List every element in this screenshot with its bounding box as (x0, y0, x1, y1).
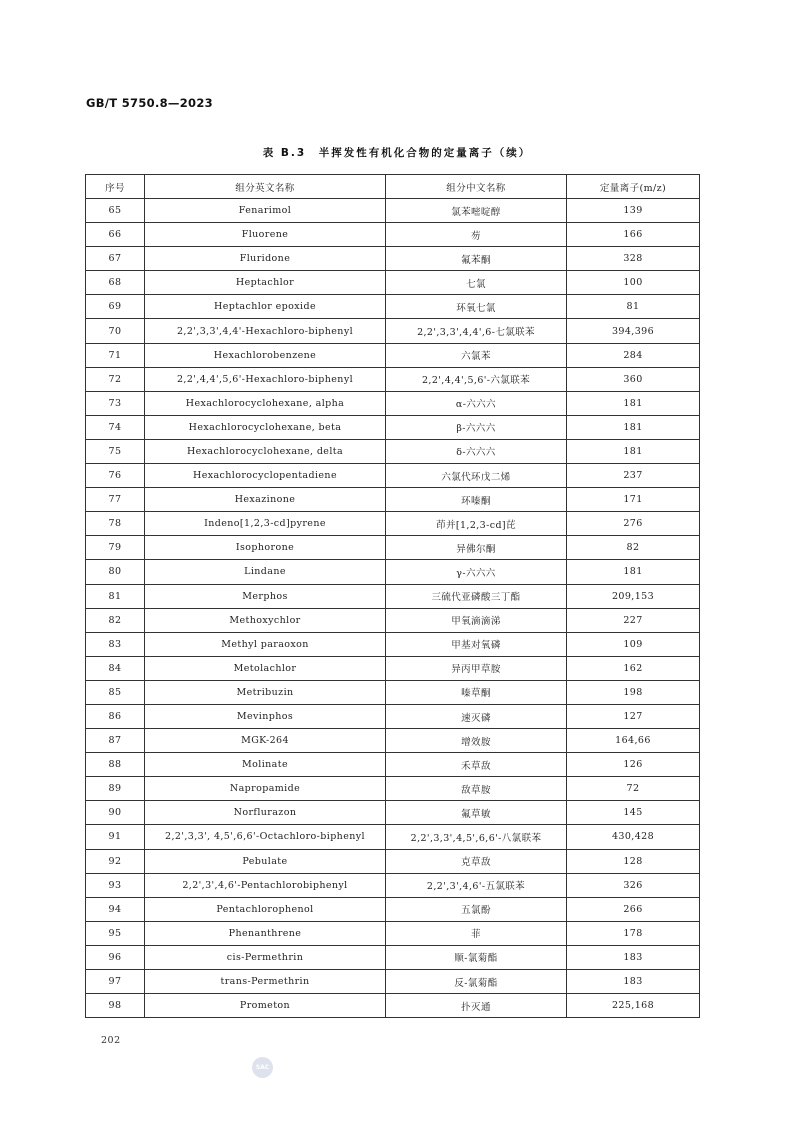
chinese-name-cell: 六氯苯 (386, 343, 567, 367)
chinese-name-cell: 2,2',3,3',4,4',6-七氯联苯 (386, 319, 567, 343)
chinese-name-cell: 速灭磷 (386, 704, 567, 728)
chinese-name-cell: δ-六六六 (386, 439, 567, 463)
row-number-cell: 92 (86, 849, 145, 873)
quant-ion-cell: 128 (567, 849, 700, 873)
table-row (86, 391, 700, 415)
quant-ion-cell: 183 (567, 970, 700, 994)
row-number-cell: 70 (86, 319, 145, 343)
english-name-cell: Hexachlorocyclohexane, beta (145, 415, 386, 439)
english-name-cell: MGK-264 (145, 729, 386, 753)
table-row (86, 464, 700, 488)
row-number-cell: 86 (86, 704, 145, 728)
table-title: 表 B.3 半挥发性有机化合物的定量离子（续） (262, 147, 532, 159)
quant-ion-cell: 326 (567, 873, 700, 897)
table-row (86, 199, 700, 223)
chinese-name-cell: 七氯 (386, 271, 567, 295)
chinese-name-cell: 环嗪酮 (386, 488, 567, 512)
quant-ion-cell: 183 (567, 945, 700, 969)
quant-ion-cell: 181 (567, 415, 700, 439)
table-row (86, 295, 700, 319)
row-number-cell: 77 (86, 488, 145, 512)
english-name-cell: 2,2',3',4,6'-Pentachlorobiphenyl (145, 873, 386, 897)
table-row (86, 319, 700, 343)
quant-ion-cell: 198 (567, 680, 700, 704)
quant-ion-cell: 276 (567, 512, 700, 536)
quant-ion-cell: 181 (567, 439, 700, 463)
row-number-cell: 81 (86, 584, 145, 608)
row-number-cell: 72 (86, 367, 145, 391)
english-name-cell: Prometon (145, 994, 386, 1018)
table-row (86, 945, 700, 969)
english-name-cell: Hexachlorobenzene (145, 343, 386, 367)
quant-ion-cell: 181 (567, 560, 700, 584)
row-number-cell: 75 (86, 439, 145, 463)
chinese-name-cell: 环氧七氯 (386, 295, 567, 319)
table-row (86, 343, 700, 367)
standard-code: GB/T 5750.8—2023 (86, 96, 213, 110)
english-name-cell: 2,2',3,3', 4,5',6,6'-Octachloro-biphenyl (145, 825, 386, 849)
row-number-cell: 97 (86, 970, 145, 994)
english-name-cell: Merphos (145, 584, 386, 608)
column-header: 序号 (86, 175, 145, 199)
column-header: 组分中文名称 (386, 175, 567, 199)
row-number-cell: 98 (86, 994, 145, 1018)
english-name-cell: 2,2',3,3',4,4'-Hexachloro-biphenyl (145, 319, 386, 343)
chinese-name-cell: 敌草胺 (386, 777, 567, 801)
chinese-name-cell: 2,2',4,4',5,6'-六氯联苯 (386, 367, 567, 391)
table-header-row (86, 175, 700, 199)
english-name-cell: trans-Permethrin (145, 970, 386, 994)
chinese-name-cell: β-六六六 (386, 415, 567, 439)
english-name-cell: Phenanthrene (145, 921, 386, 945)
row-number-cell: 68 (86, 271, 145, 295)
quant-ion-cell: 162 (567, 656, 700, 680)
quant-ion-cell: 394,396 (567, 319, 700, 343)
row-number-cell: 94 (86, 897, 145, 921)
quant-ion-cell: 145 (567, 801, 700, 825)
table-row (86, 560, 700, 584)
quant-ion-cell: 100 (567, 271, 700, 295)
quant-ion-cell: 109 (567, 632, 700, 656)
row-number-cell: 93 (86, 873, 145, 897)
row-number-cell: 66 (86, 223, 145, 247)
chinese-name-cell: 氯苯嘧啶醇 (386, 199, 567, 223)
english-name-cell: Isophorone (145, 536, 386, 560)
quant-ion-cell: 166 (567, 223, 700, 247)
row-number-cell: 80 (86, 560, 145, 584)
chinese-name-cell: α-六六六 (386, 391, 567, 415)
chinese-name-cell: 克草敌 (386, 849, 567, 873)
english-name-cell: Fenarimol (145, 199, 386, 223)
english-name-cell: Fluridone (145, 247, 386, 271)
table-row (86, 777, 700, 801)
quant-ion-cell: 237 (567, 464, 700, 488)
quant-ion-cell: 360 (567, 367, 700, 391)
chinese-name-cell: 嗪草酮 (386, 680, 567, 704)
row-number-cell: 78 (86, 512, 145, 536)
row-number-cell: 96 (86, 945, 145, 969)
table-row (86, 921, 700, 945)
english-name-cell: Heptachlor (145, 271, 386, 295)
table-row (86, 970, 700, 994)
quant-ion-cell: 82 (567, 536, 700, 560)
quant-ion-cell: 171 (567, 488, 700, 512)
chinese-name-cell: 顺-氯菊酯 (386, 945, 567, 969)
english-name-cell: Heptachlor epoxide (145, 295, 386, 319)
english-name-cell: Hexazinone (145, 488, 386, 512)
table-row (86, 271, 700, 295)
english-name-cell: Molinate (145, 753, 386, 777)
table-row (86, 247, 700, 271)
quant-ion-cell: 139 (567, 199, 700, 223)
chinese-name-cell: 甲基对氧磷 (386, 632, 567, 656)
english-name-cell: Hexachlorocyclohexane, alpha (145, 391, 386, 415)
chinese-name-cell: 异丙甲草胺 (386, 656, 567, 680)
table-row (86, 704, 700, 728)
table-row (86, 536, 700, 560)
english-name-cell: Hexachlorocyclohexane, delta (145, 439, 386, 463)
row-number-cell: 82 (86, 608, 145, 632)
table-row (86, 512, 700, 536)
row-number-cell: 95 (86, 921, 145, 945)
chinese-name-cell: 反-氯菊酯 (386, 970, 567, 994)
table-row (86, 825, 700, 849)
table-row (86, 873, 700, 897)
quant-ion-cell: 81 (567, 295, 700, 319)
quant-ion-cell: 227 (567, 608, 700, 632)
column-header: 定量离子(m/z) (567, 175, 700, 199)
chinese-name-cell: 增效胺 (386, 729, 567, 753)
english-name-cell: Mevinphos (145, 704, 386, 728)
row-number-cell: 85 (86, 680, 145, 704)
quant-ion-cell: 284 (567, 343, 700, 367)
row-number-cell: 73 (86, 391, 145, 415)
row-number-cell: 71 (86, 343, 145, 367)
row-number-cell: 91 (86, 825, 145, 849)
quantitation-ion-table (85, 174, 700, 1018)
chinese-name-cell: 氟草敏 (386, 801, 567, 825)
row-number-cell: 69 (86, 295, 145, 319)
row-number-cell: 83 (86, 632, 145, 656)
table-row (86, 994, 700, 1018)
english-name-cell: Pebulate (145, 849, 386, 873)
quant-ion-cell: 225,168 (567, 994, 700, 1018)
row-number-cell: 76 (86, 464, 145, 488)
quant-ion-cell: 430,428 (567, 825, 700, 849)
table-row (86, 656, 700, 680)
table-row (86, 897, 700, 921)
quant-ion-cell: 127 (567, 704, 700, 728)
english-name-cell: Fluorene (145, 223, 386, 247)
chinese-name-cell: 六氯代环戊二烯 (386, 464, 567, 488)
row-number-cell: 88 (86, 753, 145, 777)
english-name-cell: Metolachlor (145, 656, 386, 680)
english-name-cell: Methyl paraoxon (145, 632, 386, 656)
english-name-cell: Methoxychlor (145, 608, 386, 632)
quant-ion-cell: 181 (567, 391, 700, 415)
quant-ion-cell: 209,153 (567, 584, 700, 608)
table-row (86, 584, 700, 608)
chinese-name-cell: γ-六六六 (386, 560, 567, 584)
chinese-name-cell: 异佛尔酮 (386, 536, 567, 560)
row-number-cell: 74 (86, 415, 145, 439)
column-header: 组分英文名称 (145, 175, 386, 199)
row-number-cell: 90 (86, 801, 145, 825)
english-name-cell: Indeno[1,2,3-cd]pyrene (145, 512, 386, 536)
table-row (86, 608, 700, 632)
chinese-name-cell: 扑灭通 (386, 994, 567, 1018)
chinese-name-cell: 禾草敌 (386, 753, 567, 777)
chinese-name-cell: 氟苯酮 (386, 247, 567, 271)
quant-ion-cell: 266 (567, 897, 700, 921)
chinese-name-cell: 三硫代亚磷酸三丁酯 (386, 584, 567, 608)
table-row (86, 729, 700, 753)
english-name-cell: Norflurazon (145, 801, 386, 825)
sac-watermark-logo: SAC (252, 1057, 273, 1078)
chinese-name-cell: 甲氧滴滴涕 (386, 608, 567, 632)
row-number-cell: 87 (86, 729, 145, 753)
english-name-cell: Lindane (145, 560, 386, 584)
quant-ion-cell: 164,66 (567, 729, 700, 753)
table-row (86, 415, 700, 439)
quant-ion-cell: 72 (567, 777, 700, 801)
table-row (86, 680, 700, 704)
row-number-cell: 67 (86, 247, 145, 271)
table-row (86, 632, 700, 656)
row-number-cell: 89 (86, 777, 145, 801)
table-row (86, 753, 700, 777)
chinese-name-cell: 2,2',3,3',4,5',6,6'-八氯联苯 (386, 825, 567, 849)
table-row (86, 439, 700, 463)
quant-ion-cell: 178 (567, 921, 700, 945)
chinese-name-cell: 菲 (386, 921, 567, 945)
english-name-cell: Metribuzin (145, 680, 386, 704)
english-name-cell: Napropamide (145, 777, 386, 801)
chinese-name-cell: 五氯酚 (386, 897, 567, 921)
chinese-name-cell: 茚并[1,2,3-cd]芘 (386, 512, 567, 536)
english-name-cell: cis-Permethrin (145, 945, 386, 969)
row-number-cell: 79 (86, 536, 145, 560)
english-name-cell: Hexachlorocyclopentadiene (145, 464, 386, 488)
page-number: 202 (101, 1035, 121, 1046)
chinese-name-cell: 芴 (386, 223, 567, 247)
row-number-cell: 65 (86, 199, 145, 223)
table-row (86, 367, 700, 391)
table-row (86, 801, 700, 825)
table-row (86, 488, 700, 512)
english-name-cell: Pentachlorophenol (145, 897, 386, 921)
chinese-name-cell: 2,2',3',4,6'-五氯联苯 (386, 873, 567, 897)
row-number-cell: 84 (86, 656, 145, 680)
table-row (86, 849, 700, 873)
quant-ion-cell: 126 (567, 753, 700, 777)
table-row (86, 223, 700, 247)
english-name-cell: 2,2',4,4',5,6'-Hexachloro-biphenyl (145, 367, 386, 391)
quant-ion-cell: 328 (567, 247, 700, 271)
